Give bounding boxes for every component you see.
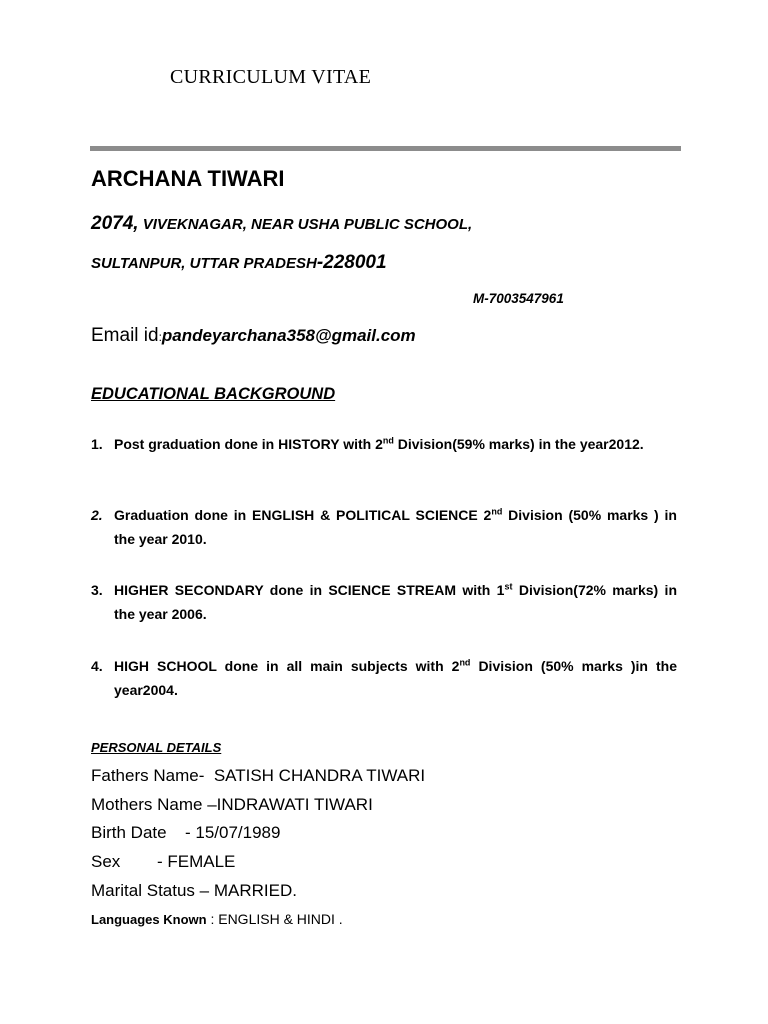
education-item-text <box>114 432 677 456</box>
address-line-2 <box>91 252 387 274</box>
education-item <box>91 654 677 702</box>
fathers-name-label: Fathers Name- <box>91 766 205 785</box>
marital-status-row <box>91 881 297 901</box>
education-item-ordinal: nd <box>459 657 471 668</box>
address-line-1 <box>91 213 472 235</box>
address-house-number: 2074, <box>91 213 139 234</box>
address-pin: -228001 <box>316 252 387 273</box>
birth-date-value: - 15/07/1989 <box>185 823 281 842</box>
languages-value: : ENGLISH & HINDI . <box>206 911 343 927</box>
education-item-text-rest: Division(72% marks) in the year 2006. <box>114 582 677 622</box>
education-heading: EDUCATIONAL BACKGROUND <box>91 385 336 403</box>
education-item-number: 2. <box>91 507 103 523</box>
applicant-name: ARCHANA TIWARI <box>91 166 285 191</box>
education-item-text-main: HIGHER SECONDARY done in SCIENCE STREAM with 1 <box>114 582 505 598</box>
education-item-text-main: Graduation done in ENGLISH & POLITICAL SCIENCE 2 <box>114 507 492 523</box>
mothers-name-value: INDRAWATI TIWARI <box>216 795 373 814</box>
education-item-text-rest: Division (50% marks )in the year2004. <box>114 658 677 698</box>
sex-value: - FEMALE <box>157 852 236 871</box>
languages-label: Languages Known <box>91 912 207 927</box>
header-divider <box>90 146 681 151</box>
education-item-number: 1. <box>91 436 103 452</box>
sex-label: Sex <box>91 852 121 871</box>
education-item-text-main: HIGH SCHOOL done in all main subjects with 2 <box>114 658 460 674</box>
languages-row <box>91 911 343 927</box>
education-item <box>91 432 677 456</box>
education-item-number: 3. <box>91 582 103 598</box>
email-label: Email id <box>91 325 159 346</box>
address-city-state: SULTANPUR, UTTAR PRADESH <box>91 255 317 272</box>
education-item-ordinal: nd <box>382 435 394 446</box>
education-item-text-rest: Division (50% marks ) in the year 2010. <box>114 507 677 547</box>
birth-date-row <box>91 823 280 843</box>
document-title: CURRICULUM VITAE <box>170 66 372 88</box>
address-street: VIVEKNAGAR, NEAR USHA PUBLIC SCHOOL, <box>138 216 473 233</box>
marital-status-value: MARRIED. <box>209 881 297 900</box>
education-item-text-main: Post graduation done in HISTORY with 2 <box>114 436 383 452</box>
marital-status-label: Marital Status – <box>91 881 210 900</box>
education-item-text <box>114 654 677 702</box>
email-colon: : <box>158 330 162 344</box>
mobile-number: M-7003547961 <box>473 291 564 306</box>
education-item-ordinal: st <box>504 581 513 592</box>
birth-date-label: Birth Date <box>91 823 167 842</box>
personal-details-heading: PERSONAL DETAILS <box>91 740 222 755</box>
education-item-text <box>114 578 677 626</box>
email-address: pandeyarchana358@gmail.com <box>161 326 416 345</box>
education-item-ordinal: nd <box>491 506 503 517</box>
mothers-name-label: Mothers Name – <box>91 795 217 814</box>
sex-row <box>91 852 235 872</box>
fathers-name-value: SATISH CHANDRA TIWARI <box>204 766 426 785</box>
email-row <box>91 325 416 347</box>
fathers-name-row <box>91 766 425 786</box>
education-item-text <box>114 503 677 551</box>
education-item-number: 4. <box>91 658 103 674</box>
education-item <box>91 503 677 551</box>
education-item <box>91 578 677 626</box>
mothers-name-row <box>91 795 373 815</box>
education-item-text-rest: Division(59% marks) in the year2012. <box>393 436 644 452</box>
